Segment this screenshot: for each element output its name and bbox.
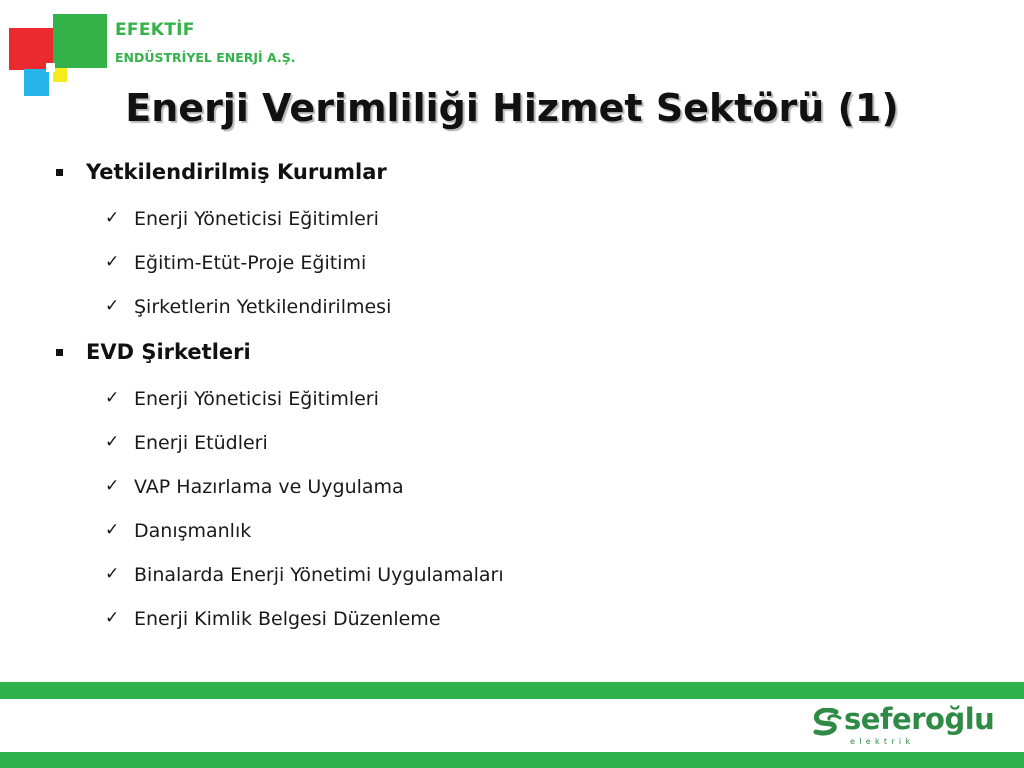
list-item-text: Danışmanlık: [134, 520, 252, 542]
list-item: [105, 432, 268, 454]
checkmark-icon: ✓: [105, 296, 120, 316]
section-heading: [86, 160, 387, 184]
slide-title: Enerji Verimliliği Hizmet Sektörü (1): [125, 86, 899, 130]
checkmark-icon: ✓: [105, 432, 120, 452]
list-item: [105, 208, 379, 230]
section-heading-text: Yetkilendirilmiş Kurumlar: [86, 160, 387, 184]
checkmark-icon: ✓: [105, 388, 120, 408]
list-item: [105, 296, 392, 318]
list-item: [105, 564, 504, 586]
list-item: [105, 476, 404, 498]
square-bullet-icon: [56, 349, 63, 356]
list-item: [105, 520, 252, 542]
checkmark-icon: ✓: [105, 476, 120, 496]
list-item-text: Binalarda Enerji Yönetimi Uygulamaları: [134, 564, 504, 586]
company-name: EFEKTİF: [115, 20, 195, 40]
checkmark-icon: ✓: [105, 564, 120, 584]
list-item-text: Enerji Yöneticisi Eğitimleri: [134, 208, 379, 230]
logo-yellow-square: [53, 68, 67, 82]
list-item-text: Enerji Yöneticisi Eğitimleri: [134, 388, 379, 410]
footer-band-bottom: [0, 752, 1024, 768]
checkmark-icon: ✓: [105, 520, 120, 540]
list-item-text: Enerji Kimlik Belgesi Düzenleme: [134, 608, 441, 630]
checkmark-icon: ✓: [105, 608, 120, 628]
list-item: [105, 252, 367, 274]
section-heading: [86, 340, 251, 364]
list-item-text: Enerji Etüdleri: [134, 432, 268, 454]
checkmark-icon: ✓: [105, 208, 120, 228]
list-item-text: VAP Hazırlama ve Uygulama: [134, 476, 404, 498]
footer-band-top: [0, 682, 1024, 699]
logo-green-square: [53, 14, 107, 68]
seferoglu-swirl-icon: [810, 708, 844, 738]
list-item: [105, 388, 379, 410]
logo-white-square: [46, 63, 55, 72]
list-item-text: Şirketlerin Yetkilendirilmesi: [134, 296, 392, 318]
list-item-text: Eğitim-Etüt-Proje Eğitimi: [134, 252, 367, 274]
footer-logo-name: seferoğlu: [844, 702, 995, 736]
company-subtitle: ENDÜSTRİYEL ENERJİ A.Ş.: [115, 50, 296, 65]
list-item: [105, 608, 441, 630]
section-heading-text: EVD Şirketleri: [86, 340, 251, 364]
checkmark-icon: ✓: [105, 252, 120, 272]
footer-logo-sub: elektrik: [850, 737, 915, 746]
square-bullet-icon: [56, 169, 63, 176]
